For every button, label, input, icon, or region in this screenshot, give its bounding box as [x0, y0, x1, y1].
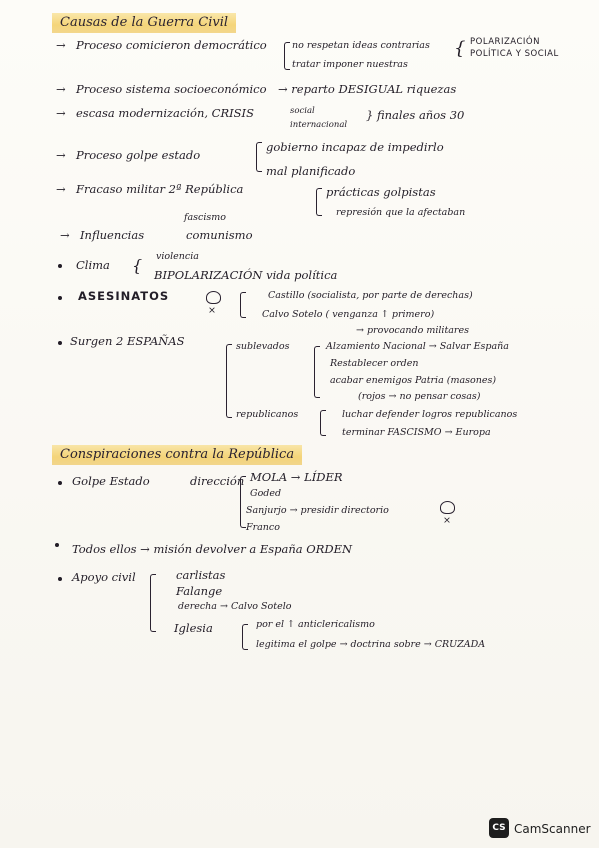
- bullet: [58, 296, 62, 300]
- section-heading-conspiraciones: Conspiraciones contra la República: [52, 445, 302, 465]
- golpe-label: Golpe Estado: [72, 474, 150, 488]
- asesinatos-label: ASESINATOS: [78, 289, 170, 303]
- todos-ellos: Todos ellos → misión devolver a España ORDEN: [72, 542, 353, 556]
- brace: [320, 410, 326, 436]
- brace: [314, 346, 320, 398]
- skull-icon: [440, 501, 455, 514]
- apoyo-falange: Falange: [176, 584, 223, 598]
- apoyo-label: Apoyo civil: [72, 570, 136, 584]
- brace: [240, 476, 246, 528]
- camscanner-logo-icon: CS: [489, 818, 509, 838]
- bullet: [58, 577, 62, 581]
- practicas-golpistas: prácticas golpistas: [326, 185, 436, 199]
- bullet: [58, 264, 62, 268]
- golpe-franco: Franco: [246, 522, 280, 533]
- brace: [242, 624, 248, 650]
- golpe-mola: MOLA → LÍDER: [250, 470, 343, 484]
- arrow-2: →: [56, 82, 66, 96]
- sublevado-item: Restablecer orden: [330, 358, 419, 369]
- clima-label: Clima: [76, 258, 110, 272]
- skull-icon: [206, 291, 221, 304]
- arrow-4: →: [56, 148, 66, 162]
- row-sistema-socioeconomico: Proceso sistema socioeconómico: [76, 82, 267, 96]
- republicano-item: luchar defender logros republicanos: [342, 409, 518, 420]
- row-golpe-estado: Proceso golpe estado: [76, 148, 201, 162]
- sublevado-item: (rojos → no pensar cosas): [358, 391, 481, 402]
- asesinato-castillo: Castillo (socialista, por parte de derechas): [268, 290, 473, 301]
- golpe-direccion: dirección: [190, 474, 245, 488]
- arrow-3: →: [56, 106, 66, 120]
- section-heading-causas: Causas de la Guerra Civil: [52, 13, 236, 33]
- reparto-desigual: → reparto DESIGUAL riquezas: [278, 82, 457, 96]
- branch-no-respetan: no respetan ideas contrarias: [292, 40, 430, 51]
- iglesia-anticlericalismo: por el ↑ anticlericalismo: [256, 619, 375, 630]
- asesinato-calvo-sotelo: Calvo Sotelo ( venganza ↑ primero): [262, 309, 435, 320]
- bullet: [58, 481, 62, 485]
- cross-icon: ×: [443, 515, 451, 526]
- republicanos-label: republicanos: [236, 409, 299, 420]
- brace: [150, 574, 156, 632]
- bullet: [58, 341, 62, 345]
- gobierno-incapaz: gobierno incapaz de impedirlo: [266, 140, 444, 154]
- row-influencias: Influencias: [80, 228, 145, 242]
- arrow-5: →: [56, 182, 66, 196]
- clima-bipolarizacion: BIPOLARIZACIÓN vida política: [154, 268, 338, 282]
- apoyo-iglesia: Iglesia: [174, 621, 213, 635]
- brace-glyph: {: [132, 256, 143, 275]
- sublevado-item: acabar enemigos Patria (masones): [330, 375, 497, 386]
- row-proceso-democratico: Proceso comicieron democrático: [76, 38, 267, 52]
- represion: represión que la afectaban: [336, 207, 466, 218]
- bullet: [55, 543, 59, 547]
- brace: [226, 344, 232, 418]
- golpe-sanjurjo: Sanjurjo → presidir directorio: [246, 505, 389, 516]
- polarizacion-label: POLARIZACIÓN POLÍTICA Y SOCIAL: [470, 37, 559, 60]
- row-fracaso-militar: Fracaso militar 2ª República: [76, 182, 244, 196]
- iglesia-legitima: legitima el golpe → doctrina sobre → CRUZADA: [256, 639, 486, 650]
- sublevados-label: sublevados: [236, 341, 290, 352]
- mal-planificado: mal planificado: [266, 164, 356, 178]
- camscanner-name: CamScanner: [514, 822, 591, 836]
- arrow-1: →: [56, 38, 66, 52]
- crisis-social: social: [290, 106, 315, 116]
- surgen-label: Surgen 2 ESPAÑAS: [70, 334, 185, 348]
- provocando-militares: → provocando militares: [356, 325, 469, 336]
- apoyo-derecha: derecha → Calvo Sotelo: [178, 601, 292, 612]
- cross-icon: ×: [208, 305, 216, 316]
- branch-tratar-imponer: tratar imponer nuestras: [292, 59, 408, 70]
- comunismo: comunismo: [186, 228, 253, 242]
- clima-violencia: violencia: [156, 251, 199, 262]
- brace: [316, 188, 322, 216]
- sublevado-item: Alzamiento Nacional → Salvar España: [326, 341, 509, 352]
- brace: [240, 292, 246, 318]
- brace: [256, 142, 262, 172]
- finales-anos-30: } finales años 30: [366, 108, 465, 122]
- brace: [284, 42, 290, 70]
- apoyo-carlistas: carlistas: [176, 568, 226, 582]
- row-crisis: escasa modernización, CRISIS: [76, 106, 254, 120]
- crisis-internacional: internacional: [290, 120, 348, 130]
- brace-glyph: {: [454, 38, 466, 59]
- republicano-item: terminar FASCISMO → Europa: [342, 427, 491, 438]
- golpe-goded: Goded: [250, 488, 282, 499]
- arrow-6: →: [60, 228, 70, 242]
- fascismo: fascismo: [184, 212, 227, 223]
